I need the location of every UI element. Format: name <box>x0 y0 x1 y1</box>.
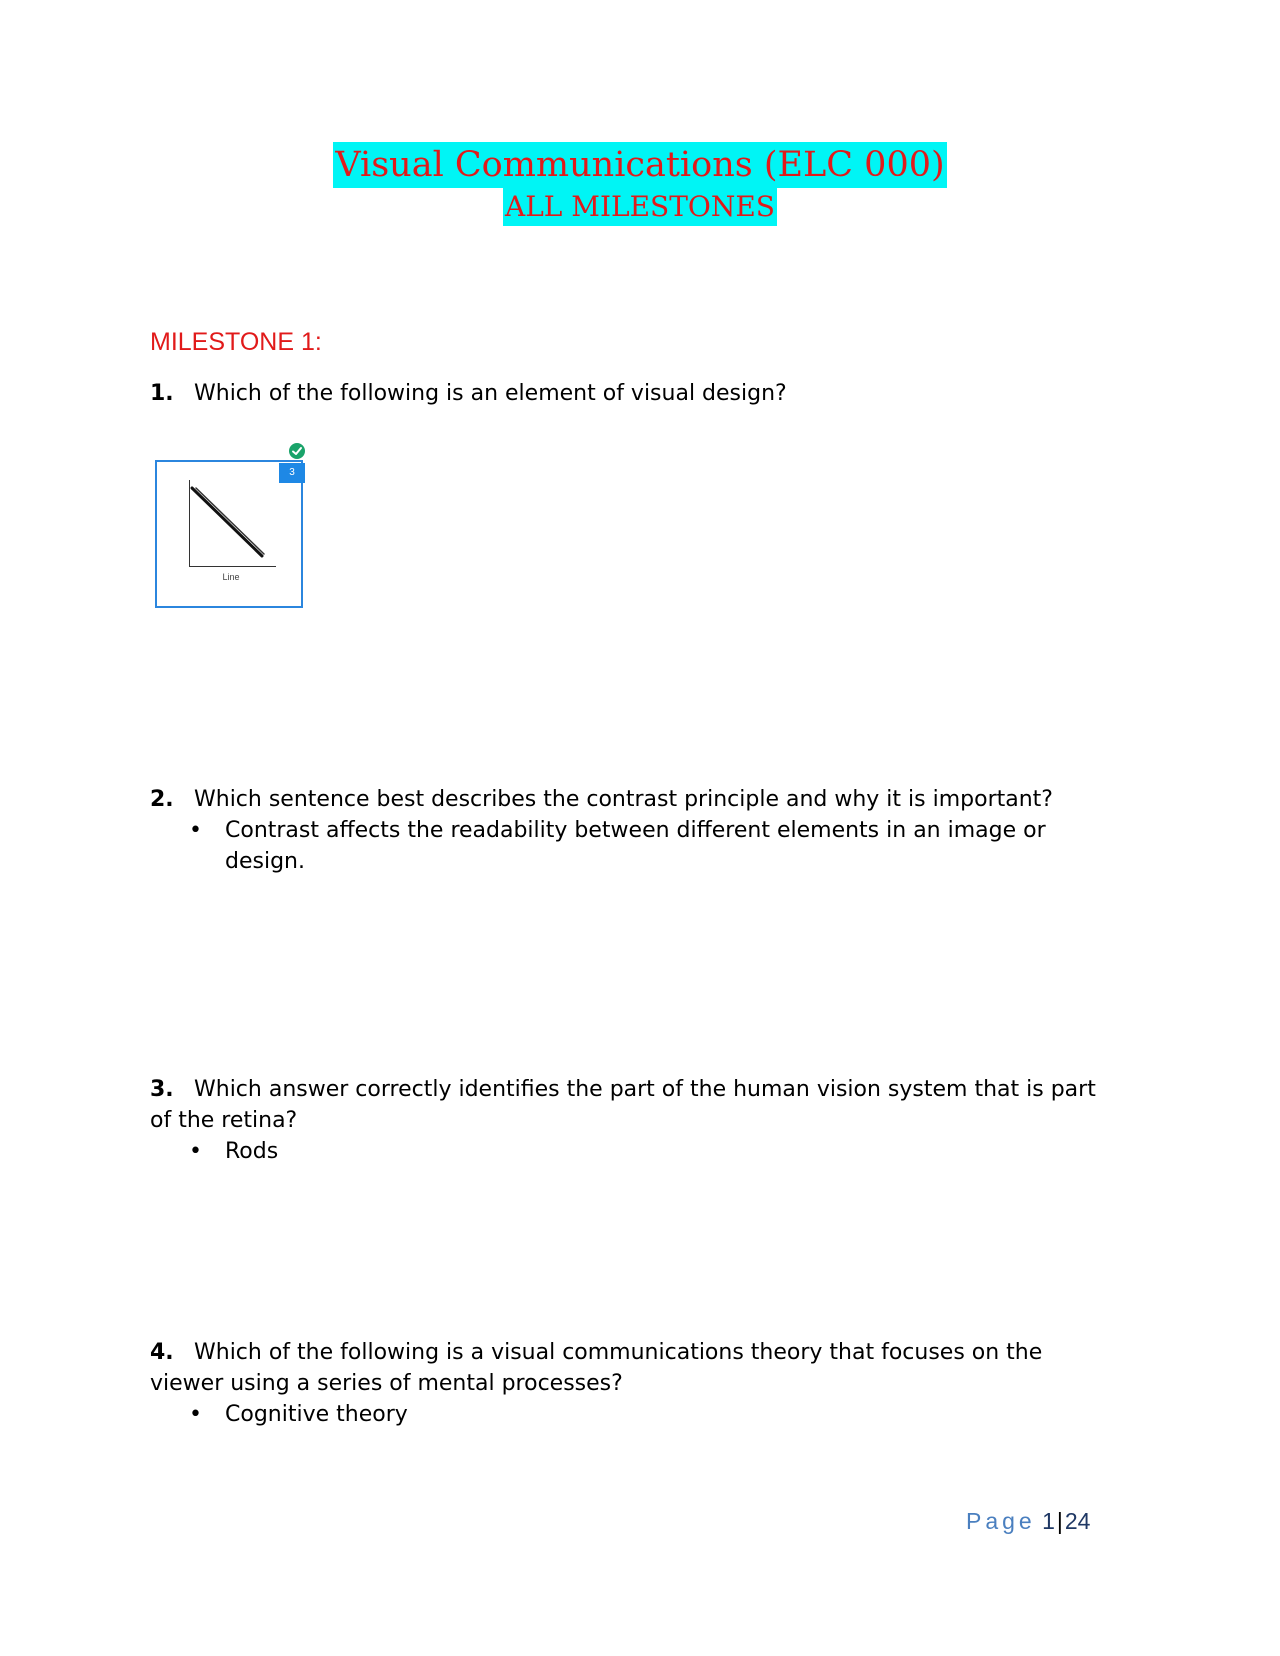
question-4 <box>150 1337 1110 1430</box>
question-text: Which sentence best describes the contrast principle and why it is important? <box>194 787 1053 812</box>
total-pages: 24 <box>1064 1508 1091 1534</box>
answer-list <box>150 1399 1110 1430</box>
check-icon <box>289 443 305 459</box>
question-number: 4. <box>150 1340 174 1365</box>
question-3 <box>150 1074 1110 1167</box>
question-number: 2. <box>150 787 174 812</box>
answer-text: Contrast affects the readability between different elements in an image or design. <box>225 818 1046 874</box>
bullet-icon: • <box>189 818 202 843</box>
question-number: 1. <box>150 381 174 406</box>
question-number: 3. <box>150 1077 174 1102</box>
question-1 <box>150 378 1110 409</box>
question-text: Which answer correctly identifies the part of the human vision system that is part of the retina? <box>150 1077 1096 1133</box>
question-2 <box>150 784 1110 877</box>
question-text: Which of the following is a visual communications theory that focuses on the viewer using a series of mental processes? <box>150 1340 1043 1396</box>
answer-list <box>150 1136 1110 1167</box>
line-illustration <box>189 480 276 567</box>
question-line <box>150 1337 1110 1399</box>
document-title: Visual Communications (ELC 000) <box>333 142 946 188</box>
current-page-number: 1 <box>1042 1508 1055 1534</box>
question-text: Which of the following is an element of visual design? <box>194 381 787 406</box>
answer-list <box>150 815 1110 877</box>
image-caption: Line <box>222 572 240 582</box>
title-block <box>0 142 1280 226</box>
question-line <box>150 784 1110 815</box>
milestone-heading: MILESTONE 1: <box>150 328 322 356</box>
question-line <box>150 1074 1110 1136</box>
answer-item <box>189 815 1110 877</box>
count-badge: 3 <box>279 463 305 483</box>
answer-item <box>189 1399 1110 1430</box>
page-footer <box>966 1506 1090 1536</box>
answer-text: Cognitive theory <box>225 1402 408 1427</box>
page-label: Page <box>966 1508 1036 1534</box>
page-separator: | <box>1056 1508 1063 1534</box>
answer-text: Rods <box>225 1139 279 1164</box>
document-subtitle: ALL MILESTONES <box>503 188 777 226</box>
bullet-icon: • <box>189 1139 202 1164</box>
bullet-icon: • <box>189 1402 202 1427</box>
answer-item <box>189 1136 1110 1167</box>
